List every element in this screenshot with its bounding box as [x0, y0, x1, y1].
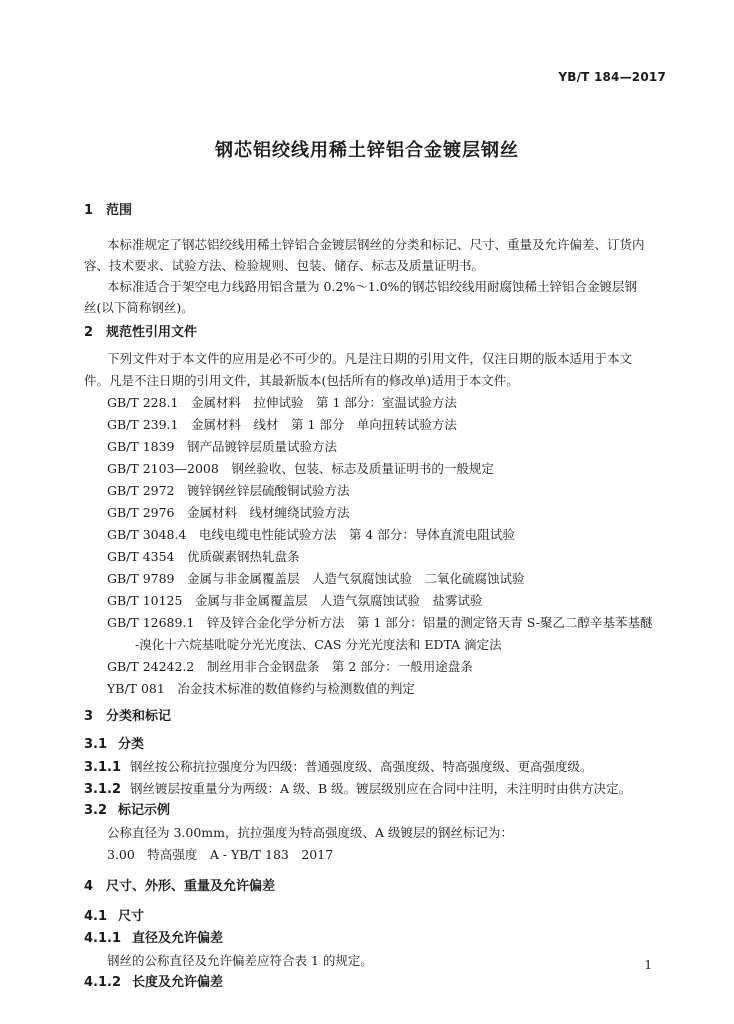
reference-item: GB/T 2976 金属材料 线材缠绕试验方法	[107, 505, 350, 520]
section-number: 3	[84, 709, 94, 724]
clause-text: 钢丝镀层按重量分为两级：A 级、B 级。镀层级别应在合同中注明，未注明时由供方决定。	[130, 781, 632, 796]
section-title: 尺寸、外形、重量及允许偏差	[106, 879, 276, 894]
clause-3-1-2	[84, 780, 631, 799]
section-title: 范围	[106, 203, 133, 218]
marking-example-line-1: 公称直径为 3.00mm，抗拉强度为特高强度级、A 级镀层的钢丝标记为：	[107, 825, 514, 840]
clause-number: 4.1.2	[84, 975, 122, 990]
refs-intro-line-1: 下列文件对于本文件的应用是必不可少的。凡是注日期的引用文件，仅注日期的版本适用于本文	[107, 351, 633, 366]
clause-title: 直径及允许偏差	[132, 931, 224, 946]
section-number: 1	[84, 203, 94, 218]
section-1-heading	[84, 202, 132, 220]
clause-number: 4.1.1	[84, 931, 122, 946]
reference-item: GB/T 24242.2 制丝用非合金钢盘条 第 2 部分：一般用途盘条	[107, 659, 473, 674]
section-number: 2	[84, 325, 94, 340]
clause-4-1-1-heading	[84, 930, 223, 948]
clause-4-1-1-text: 钢丝的公称直径及允许偏差应符合表 1 的规定。	[107, 953, 373, 968]
standard-code: YB/T 184—2017	[558, 70, 666, 84]
page-number: 1	[644, 958, 652, 972]
reference-item: GB/T 239.1 金属材料 线材 第 1 部分 单向扭转试验方法	[107, 417, 457, 432]
reference-item: GB/T 3048.4 电线电缆电性能试验方法 第 4 部分：导体直流电阻试验	[107, 527, 515, 542]
reference-item-continuation: -溴化十六烷基吡啶分光光度法、CAS 分光光度法和 EDTA 滴定法	[135, 637, 502, 652]
clause-3-1-1	[84, 758, 593, 777]
section-number: 4	[84, 879, 94, 894]
reference-item: GB/T 10125 金属与非金属覆盖层 人造气氛腐蚀试验 盐雾试验	[107, 593, 483, 608]
subsection-number: 3.1	[84, 737, 108, 752]
section-3-heading	[84, 708, 171, 726]
section-4-heading	[84, 878, 275, 896]
reference-item: GB/T 2972 镀锌钢丝锌层硫酸铜试验方法	[107, 483, 350, 498]
section-2-heading	[84, 324, 197, 342]
reference-item: GB/T 1839 钢产品镀锌层质量试验方法	[107, 439, 338, 454]
scope-para-2-line-2: 丝(以下简称钢丝)。	[84, 300, 194, 315]
subsection-3-1-heading	[84, 736, 144, 754]
marking-example-line-2: 3.00 特高强度 A - YB/T 183 2017	[107, 847, 334, 862]
reference-item: GB/T 228.1 金属材料 拉伸试验 第 1 部分：室温试验方法	[107, 395, 457, 410]
subsection-number: 3.2	[84, 803, 108, 818]
section-title: 规范性引用文件	[106, 325, 198, 340]
refs-intro-line-2: 件。凡是不注日期的引用文件，其最新版本(包括所有的修改单)适用于本文件。	[84, 373, 519, 388]
section-title: 分类和标记	[106, 709, 172, 724]
subsection-4-1-heading	[84, 908, 144, 926]
subsection-title: 尺寸	[118, 909, 145, 924]
subsection-title: 分类	[118, 737, 145, 752]
reference-item: GB/T 4354 优质碳素钢热轧盘条	[107, 549, 300, 564]
clause-title: 长度及允许偏差	[132, 975, 224, 990]
reference-item: GB/T 12689.1 锌及锌合金化学分析方法 第 1 部分：铝量的测定铬天青 S-聚乙二醇辛基苯基醚	[107, 615, 653, 630]
clause-number: 3.1.2	[84, 782, 122, 797]
clause-4-1-2-heading	[84, 974, 223, 992]
scope-para-2-line-1: 本标准适合于架空电力线路用铝含量为 0.2%～1.0%的钢芯铝绞线用耐腐蚀稀土锌铝合金镀层钢	[107, 279, 637, 294]
reference-item: GB/T 9789 金属与非金属覆盖层 人造气氛腐蚀试验 二氧化硫腐蚀试验	[107, 571, 525, 586]
scope-para-1-line-2: 容、技术要求、试验方法、检验规则、包装、储存、标志及质量证明书。	[84, 258, 485, 273]
scope-para-1-line-1: 本标准规定了钢芯铝绞线用稀土锌铝合金镀层钢丝的分类和标记、尺寸、重量及允许偏差、订货内	[107, 237, 645, 252]
subsection-3-2-heading	[84, 802, 170, 820]
clause-number: 3.1.1	[84, 760, 122, 775]
subsection-number: 4.1	[84, 909, 108, 924]
clause-text: 钢丝按公称抗拉强度分为四级：普通强度级、高强度级、特高强度级、更高强度级。	[130, 759, 593, 774]
subsection-title: 标记示例	[118, 803, 171, 818]
document-title: 钢芯铝绞线用稀土锌铝合金镀层钢丝	[215, 140, 519, 161]
reference-item: YB/T 081 冶金技术标准的数值修约与检测数值的判定	[107, 681, 415, 696]
reference-item: GB/T 2103—2008 钢丝验收、包装、标志及质量证明书的一般规定	[107, 461, 494, 476]
